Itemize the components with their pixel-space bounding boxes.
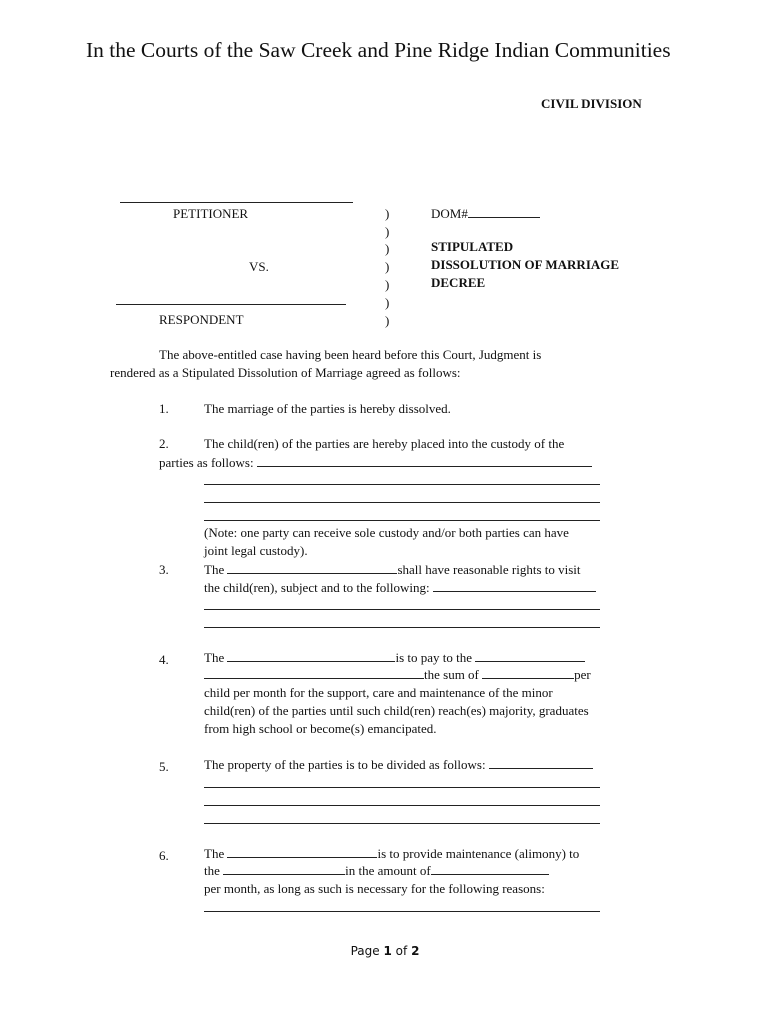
caption-paren: ) [385, 295, 390, 310]
caption-paren: ) [385, 206, 390, 221]
item-number: 6. [159, 848, 169, 863]
visitation-field-line[interactable] [204, 609, 600, 610]
item-text: child per month for the support, care and maintenance of the minor [204, 685, 553, 700]
item-number: 4. [159, 652, 169, 667]
property-field-line[interactable] [204, 787, 600, 788]
court-title: In the Courts of the Saw Creek and Pine Ridge Indian Communities [86, 38, 671, 62]
petitioner-name-line[interactable] [120, 202, 353, 203]
item-text: The marriage of the parties is hereby dissolved. [204, 401, 451, 416]
custody-note: (Note: one party can receive sole custody and/or both parties can have [204, 525, 569, 540]
item-text [204, 862, 549, 880]
caption-paren: ) [385, 224, 390, 239]
item-text: from high school or become(s) emancipated. [204, 721, 437, 736]
caption-paren: ) [385, 313, 390, 328]
item-text-segment: the sum of [424, 667, 479, 682]
custody-field-line[interactable] [204, 502, 600, 503]
item-text-segment: in the amount of [345, 863, 431, 878]
item-text-segment: the child(ren), subject and to the following: [204, 580, 430, 595]
support-amount-field[interactable] [482, 666, 574, 679]
alimony-amount-field[interactable] [431, 862, 549, 875]
reasons-field-line[interactable] [204, 911, 600, 912]
division-label: CIVIL DIVISION [541, 96, 642, 111]
item-text [204, 845, 579, 863]
caption-paren: ) [385, 259, 390, 274]
item-text-segment: is to provide maintenance (alimony) to [377, 846, 580, 861]
respondent-name-line[interactable] [116, 304, 346, 305]
dom-number [431, 205, 540, 223]
respondent-label: RESPONDENT [159, 312, 244, 327]
item-text-segment: The property of the parties is to be divided as follows: [204, 757, 486, 772]
item-text: The child(ren) of the parties are hereby placed into the custody of the [204, 436, 565, 451]
item-text: child(ren) of the parties until such child(ren) reach(es) majority, graduates [204, 703, 589, 718]
item-number: 1. [159, 401, 169, 416]
dom-label: DOM# [431, 206, 468, 221]
vs-label: VS. [249, 259, 269, 274]
property-division-field[interactable] [489, 756, 593, 769]
item-number: 5. [159, 759, 169, 774]
visiting-party-field[interactable] [227, 561, 397, 574]
petitioner-label: PETITIONER [173, 206, 249, 221]
property-field-line[interactable] [204, 805, 600, 806]
item-text-segment: the [204, 863, 220, 878]
custody-field-line[interactable] [204, 520, 600, 521]
item-text-segment: The [204, 562, 225, 577]
item-text [204, 666, 591, 684]
page-word: Page [350, 944, 380, 958]
item-text-segment: per [574, 667, 591, 682]
visitation-field-line[interactable] [204, 627, 600, 628]
item-number: 3. [159, 562, 169, 577]
item-text-segment: The [204, 650, 225, 665]
doc-title-line: STIPULATED [431, 239, 514, 254]
paying-party-field[interactable] [227, 649, 395, 662]
page-total: 2 [411, 944, 420, 958]
item-text [159, 454, 592, 472]
custody-field-line[interactable] [204, 484, 600, 485]
custody-field[interactable] [257, 454, 592, 467]
page-number: 1 [383, 944, 392, 958]
doc-title-line: DISSOLUTION OF MARRIAGE [431, 257, 620, 272]
item-text [204, 649, 585, 667]
property-field-line[interactable] [204, 823, 600, 824]
item-text: per month, as long as such is necessary for the following reasons: [204, 881, 545, 896]
item-text-segment: is to pay to the [395, 650, 473, 665]
caption-paren: ) [385, 241, 390, 256]
custody-note: joint legal custody). [204, 543, 308, 558]
item-text [204, 579, 596, 597]
item-text [204, 756, 593, 774]
doc-title-line: DECREE [431, 275, 486, 290]
intro-line: rendered as a Stipulated Dissolution of Marriage agreed as follows: [110, 365, 461, 380]
caption-paren: ) [385, 277, 390, 292]
page-indicator [0, 944, 770, 958]
item-text-segment: The [204, 846, 225, 861]
item-text [204, 561, 581, 579]
dom-number-field[interactable] [468, 205, 540, 218]
of-word: of [395, 944, 408, 958]
item-text-segment: shall have reasonable rights to visit [397, 562, 581, 577]
visitation-terms-field[interactable] [433, 579, 596, 592]
paying-spouse-field[interactable] [227, 845, 377, 858]
receiving-spouse-field[interactable] [223, 862, 345, 875]
item-number: 2. [159, 436, 169, 451]
item-text-segment: parties as follows: [159, 455, 254, 470]
receiving-party-field[interactable] [475, 649, 585, 662]
intro-line: The above-entitled case having been heard before this Court, Judgment is [159, 347, 542, 362]
receiving-party-field[interactable] [204, 666, 424, 679]
